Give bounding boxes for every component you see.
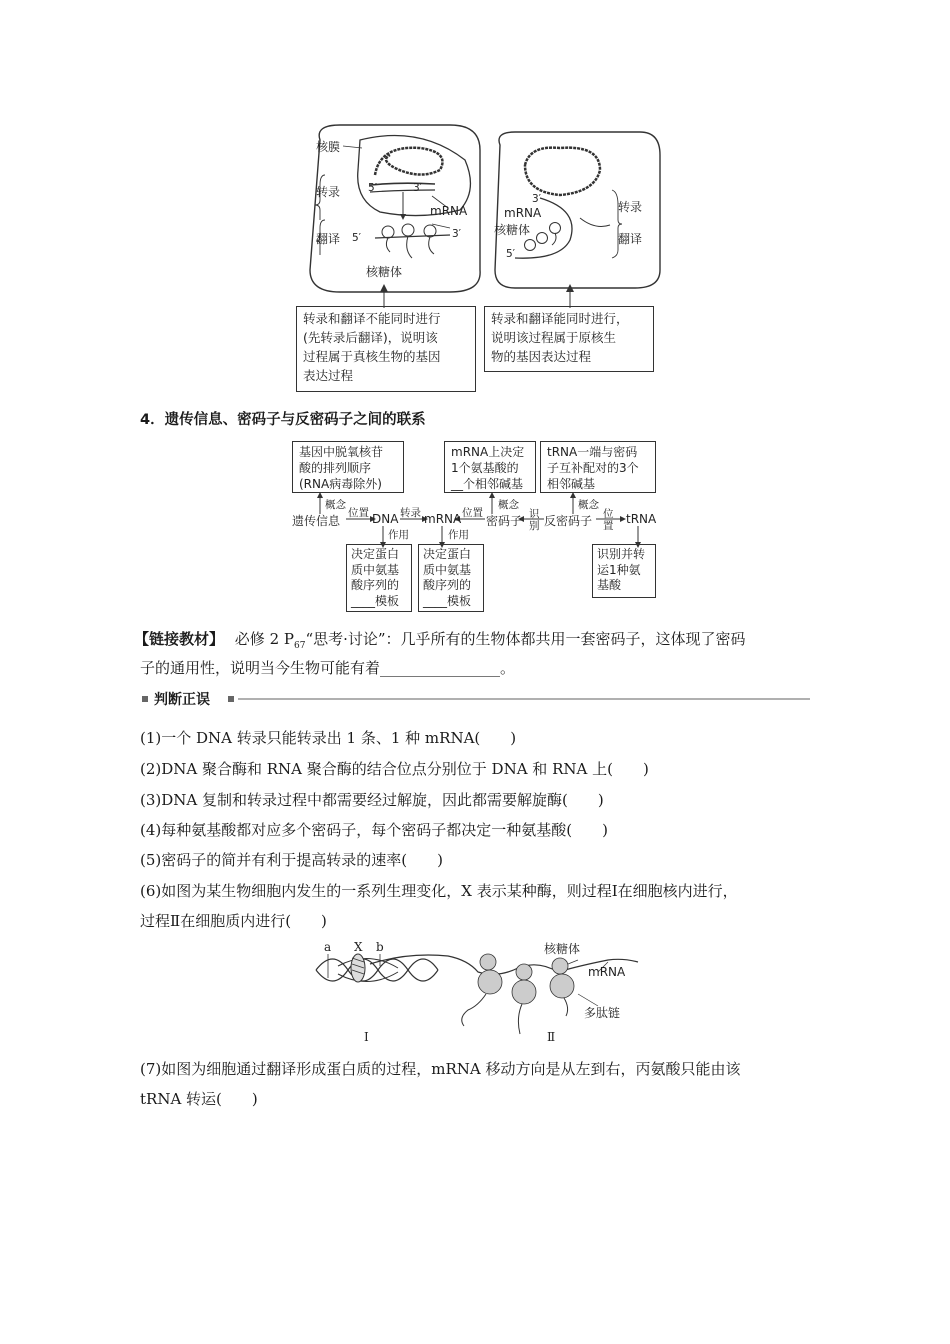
box-template-dna (346, 544, 412, 612)
ribosome-mark (402, 224, 414, 236)
transcription-translation-figure (308, 938, 648, 1048)
caption-line: 表达过程 (303, 368, 354, 383)
box-template-mrna (418, 544, 484, 612)
box-line: tRNA一端与密码 (547, 445, 638, 459)
label-translation-right: 翻译 (618, 232, 643, 246)
label-ribosome-right: 核糖体 (494, 223, 531, 237)
label-position-2: 位置 (462, 507, 483, 519)
label-5prime-b: 5′ (352, 232, 362, 244)
label-ribosome-fig2: 核糖体 (544, 942, 581, 956)
box-line: 基酸 (597, 578, 622, 592)
judge-header (140, 692, 810, 706)
prokaryote-caption-box (484, 306, 654, 372)
box-line: (RNA病毒除外) (299, 477, 382, 491)
label-transcription-right: 转录 (618, 200, 643, 214)
judge-item-7-cont: tRNA 转运( ) (140, 1090, 258, 1108)
label-x: X (354, 940, 363, 954)
ribosome-small (516, 964, 532, 980)
ribosome-mark (550, 223, 561, 234)
ribosome-large (512, 980, 536, 1004)
box-line: 基因中脱氧核苷 (299, 445, 384, 459)
label-transcribe: 转录 (400, 507, 421, 519)
dna-coil (375, 148, 443, 175)
label-nuclear-membrane: 核膜 (316, 140, 341, 154)
ribosome-mark (537, 233, 548, 244)
box-line: 酸序列的 (423, 578, 472, 592)
label-3prime-b: 3′ (452, 228, 462, 240)
label-5prime: 5′ (368, 182, 378, 194)
chain-anticodon: 反密码子 (544, 514, 593, 528)
box-line: 酸序列的 (351, 578, 400, 592)
label-b: b (376, 940, 384, 954)
box-line: 决定蛋白 (423, 547, 472, 561)
box-codon (444, 441, 536, 493)
label-concept-1: 概念 (325, 499, 346, 511)
chain-mrna: mRNA (424, 512, 462, 526)
judge-title: 判断正误 (154, 692, 210, 708)
gene-expression-figure (300, 120, 670, 300)
link-textbook-line1 (134, 628, 746, 651)
judge-item-5: (5)密码子的简并有利于提高转录的速率( ) (140, 851, 443, 869)
label-concept-3: 概念 (578, 499, 599, 511)
box-line: 酸的排列顺序 (299, 461, 372, 475)
caption-line: 说明该过程属于原核生 (491, 330, 617, 345)
bullet-icon (142, 696, 148, 702)
label-ribosome: 核糖体 (366, 265, 403, 279)
ribosome-large (478, 970, 502, 994)
label-polypeptide: 多肽链 (584, 1006, 621, 1020)
chain-trna: tRNA (626, 512, 657, 526)
box-line: 子互补配对的3个 (547, 461, 639, 475)
box-line: 1个氨基酸的 (451, 461, 519, 475)
box-line: 决定蛋白 (351, 547, 400, 561)
box-genetic-info (292, 441, 404, 493)
judge-item-6: (6)如图为某生物细胞内发生的一系列生理变化，X 表示某种酶，则过程Ⅰ在细胞核内进行， (140, 882, 738, 900)
caption-line: 物的基因表达过程 (491, 349, 592, 364)
ribosome-small (480, 954, 496, 970)
label-position-1: 位置 (348, 507, 369, 519)
ribosome-mark (525, 240, 536, 251)
label-5prime-right: 5′ (506, 248, 516, 260)
ribosome-mark (382, 226, 394, 238)
caption-line: 转录和翻译能同时进行， (491, 311, 629, 326)
label-transcription: 转录 (316, 185, 341, 199)
judge-item-7: (7)如图为细胞通过翻译形成蛋白质的过程，mRNA 移动方向是从左到右，丙氨酸只能由该 (140, 1060, 741, 1078)
label-recognize: 识别 (529, 508, 540, 532)
label-mrna-fig2: mRNA (588, 965, 626, 979)
label-process-2: Ⅱ (547, 1030, 556, 1044)
bacterial-dna-coil (525, 148, 600, 195)
bullet-icon (228, 696, 234, 702)
ribosome-small (552, 958, 568, 974)
ribosome-large (550, 974, 574, 998)
box-line: mRNA上决定 (451, 445, 525, 459)
header-rule (238, 698, 810, 700)
eukaryote-caption-box (296, 306, 476, 392)
caption-line: 过程属于真核生物的基因 (303, 349, 441, 364)
label-process-1: Ⅰ (364, 1030, 369, 1044)
judge-item-4: (4)每种氨基酸都对应多个密码子，每个密码子都决定一种氨基酸( ) (140, 821, 608, 839)
box-line: 质中氨基 (423, 562, 472, 577)
link-ref: 必修 2 P (234, 630, 294, 648)
label-3prime: 3′ (413, 182, 423, 194)
judge-item-2: (2)DNA 聚合酶和 RNA 聚合酶的结合位点分别位于 DNA 和 RNA 上( ) (140, 760, 649, 778)
link-text: “思考·讨论”：几乎所有的生物体都共用一套密码子，这体现了密码 (305, 630, 746, 648)
box-line: 相邻碱基 (547, 477, 596, 491)
judge-item-3: (3)DNA 复制和转录过程中都需要经过解旋，因此都需要解旋酶( ) (140, 791, 604, 809)
label-concept-2: 概念 (498, 499, 519, 511)
label-mrna-right: mRNA (504, 206, 542, 220)
section-4-heading: 4．遗传信息、密码子与反密码子之间的联系 (140, 412, 426, 428)
link-page: 67 (293, 641, 306, 651)
link-tag: 【链接教材】 (134, 630, 225, 648)
label-function-2: 作用 (448, 529, 469, 541)
label-mrna: mRNA (430, 204, 468, 218)
box-line: 运1种氨 (597, 562, 641, 577)
judge-item-1: (1)一个 DNA 转录只能转录出 1 条、1 种 mRNA( ) (140, 729, 517, 747)
chain-dna: DNA (372, 512, 399, 526)
caption-line: 转录和翻译不能同时进行 (303, 311, 441, 326)
box-line: __个相邻碱基 (451, 477, 524, 491)
box-trna (592, 544, 656, 598)
box-anticodon (540, 441, 656, 493)
box-line: ____模板 (423, 593, 472, 608)
chain-genetic-info: 遗传信息 (292, 514, 341, 528)
label-position-3: 位置 (603, 508, 614, 532)
box-line: 质中氨基 (351, 562, 400, 577)
caption-line: (先转录后翻译)，说明该 (303, 330, 438, 345)
label-translation: 翻译 (316, 232, 341, 246)
link-textbook-line2: 子的通用性，说明当今生物可能有着________________。 (140, 659, 516, 677)
label-function-1: 作用 (388, 529, 409, 541)
chain-codon: 密码子 (486, 514, 523, 528)
label-a: a (324, 940, 332, 954)
label-3prime-right: 3′ (532, 193, 542, 205)
box-line: 识别并转 (597, 547, 646, 561)
judge-item-6-cont: 过程Ⅱ在细胞质内进行( ) (140, 912, 327, 930)
box-line: ____模板 (351, 593, 400, 608)
